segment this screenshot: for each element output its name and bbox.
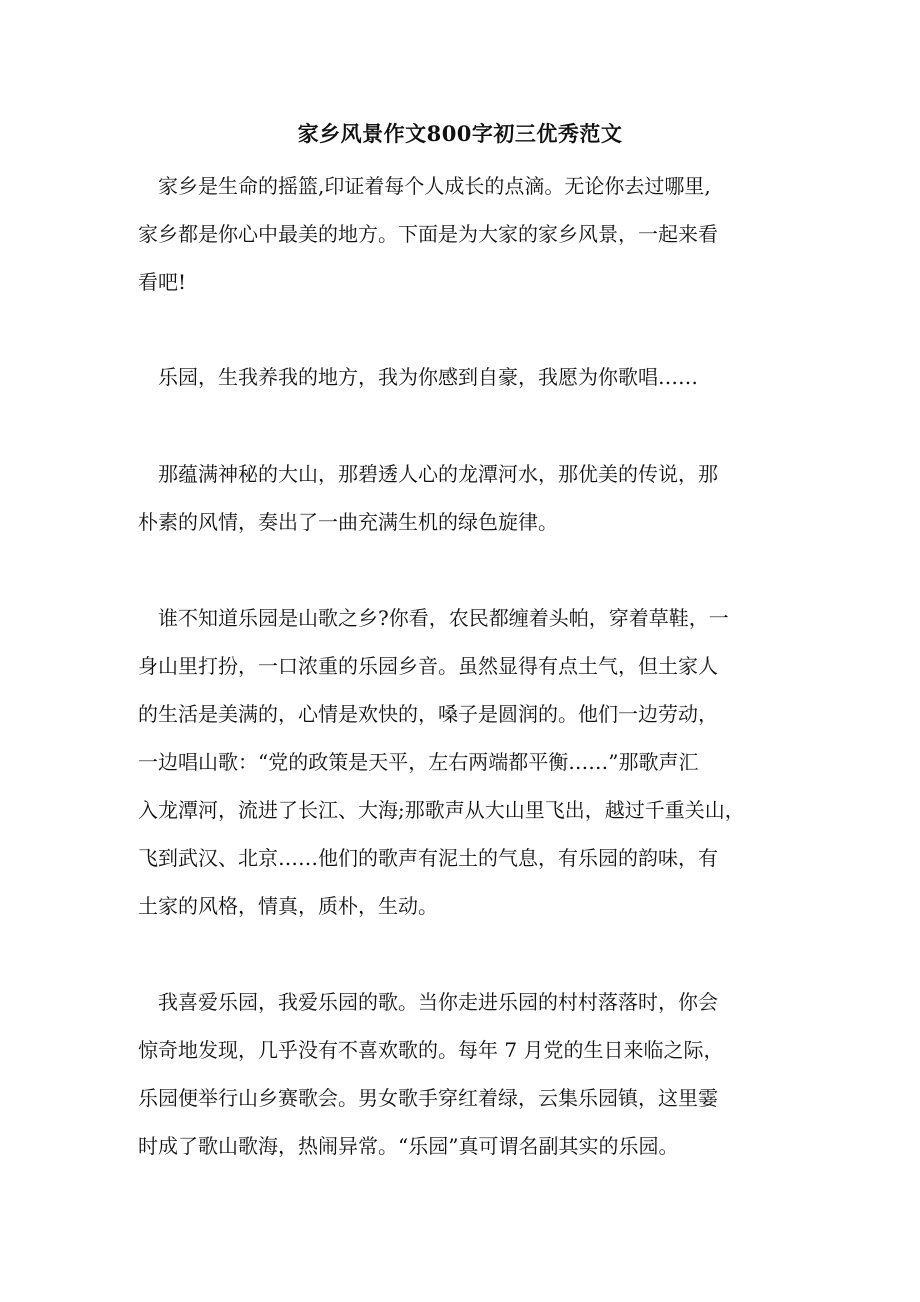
text-line: 身山里打扮，一口浓重的乐园乡音。虽然显得有点土气，但土家人: [138, 654, 718, 678]
text-line: 朴素的风情，奏出了一曲充满生机的绿色旋律。: [138, 510, 558, 534]
text-line: 飞到武汉、北京……他们的歌声有泥土的气息，有乐园的韵味，有: [138, 846, 718, 870]
text-line: 乐园便举行山乡赛歌会。男女歌手穿红着绿，云集乐园镇，这里霎: [138, 1086, 718, 1110]
text-line: 土家的风格，情真，质朴，生动。: [138, 894, 438, 918]
text-line: 惊奇地发现，几乎没有不喜欢歌的。每年 7 月党的生日来临之际，: [138, 1038, 724, 1062]
text-line: 看吧!: [138, 270, 187, 294]
text-line: 家乡都是你心中最美的地方。下面是为大家的家乡风景，一起来看: [138, 222, 718, 246]
text-line: 入龙潭河，流进了长江、大海;那歌声从大山里飞出，越过千重关山，: [138, 798, 745, 822]
text-line: 家乡是生命的摇篮,印证着每个人成长的点滴。无论你去过哪里,: [138, 174, 711, 198]
text-line: 时成了歌山歌海，热闹异常。“乐园”真可谓名副其实的乐园。: [138, 1134, 679, 1158]
text-line: 那蕴满神秘的大山，那碧透人心的龙潭河水，那优美的传说，那: [138, 462, 718, 486]
text-line: 一边唱山歌：“党的政策是天平，左右两端都平衡……”那歌声汇: [138, 750, 699, 774]
text-line: 的生活是美满的，心情是欢快的，嗓子是圆润的。他们一边劳动，: [138, 702, 718, 726]
text-line: 我喜爱乐园，我爱乐园的歌。当你走进乐园的村村落落时，你会: [138, 990, 718, 1014]
text-line: 谁不知道乐园是山歌之乡?你看，农民都缠着头帕，穿着草鞋，一: [138, 606, 729, 630]
text-line: 乐园，生我养我的地方，我为你感到自豪，我愿为你歌唱……: [138, 365, 698, 389]
document-title: 家乡风景作文800字初三优秀范文: [297, 121, 623, 146]
